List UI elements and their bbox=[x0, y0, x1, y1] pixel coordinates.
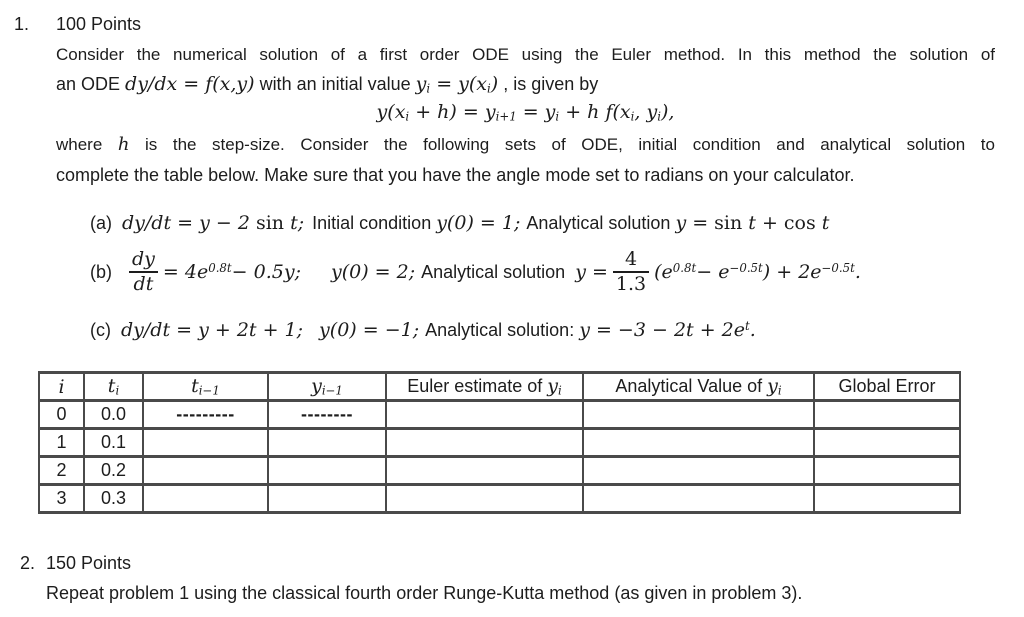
text-segment: y(0) = 1; bbox=[436, 212, 521, 234]
table-cell: 0.2 bbox=[84, 457, 143, 485]
problem1-intro-line1: Consider the numerical solution of a first order ODE using the Euler method. In this method the solution of bbox=[56, 45, 995, 64]
fraction-numerator: 4 bbox=[624, 247, 638, 270]
spacer bbox=[304, 228, 312, 229]
text-segment: ), bbox=[660, 101, 675, 123]
text-segment: dy/dx = f(x,y) bbox=[125, 73, 255, 95]
text-segment: , $y_i$ bbox=[634, 101, 661, 124]
table-row bbox=[39, 401, 960, 429]
placeholder-dashes-cell: -------- bbox=[268, 401, 386, 429]
spacer bbox=[301, 272, 331, 273]
problem1-intro-line3 bbox=[56, 133, 995, 157]
text-segment: Euler estimate of bbox=[407, 376, 548, 397]
text-segment: t bbox=[821, 212, 830, 234]
table-cell bbox=[583, 485, 814, 513]
spacer bbox=[111, 335, 121, 336]
text-segment: , is given by bbox=[498, 74, 599, 94]
text-segment: y(0) = 2; bbox=[330, 261, 416, 283]
text-segment: Analytical solution: bbox=[425, 319, 580, 340]
euler-equation bbox=[56, 100, 995, 129]
text-segment: $t_i$ bbox=[107, 375, 120, 398]
col-header-y-prev bbox=[268, 373, 386, 401]
text-segment: t bbox=[748, 212, 756, 234]
placeholder-dashes-cell: --------- bbox=[143, 401, 268, 429]
problem2-body: Repeat problem 1 using the classical fourth order Runge-Kutta method (as given in problem 3). bbox=[46, 583, 803, 603]
ode-item-b bbox=[90, 243, 861, 301]
fraction-numerator: dy bbox=[132, 247, 155, 270]
text-segment: Analytical Value of bbox=[615, 376, 768, 397]
text-segment: h bbox=[117, 134, 130, 155]
table-row bbox=[39, 457, 960, 485]
text-segment: = $4e^{0.8t}$ bbox=[162, 261, 232, 283]
text-segment: i bbox=[58, 375, 65, 398]
text-segment: where bbox=[56, 135, 118, 154]
text-segment: Global Error bbox=[838, 376, 936, 396]
text-segment: $y_i$ bbox=[415, 73, 431, 96]
text-segment: . bbox=[854, 261, 861, 283]
table-body bbox=[39, 401, 960, 513]
problem1-intro-line2 bbox=[56, 72, 598, 101]
text-segment: − $e^{-0.5t}$ bbox=[696, 261, 763, 283]
text-segment: + h $f(x_i$ bbox=[559, 101, 635, 124]
problem1-intro-line4: complete the table below. Make sure that you have the angle mode set to radians on your calculator. bbox=[56, 165, 855, 185]
text-segment: − 0.5y; bbox=[231, 261, 301, 283]
fraction bbox=[129, 249, 158, 296]
table-cell: 0.0 bbox=[84, 401, 143, 429]
fraction-denominator: dt bbox=[129, 271, 158, 295]
text-segment: + $h) = y_{i+1}$ bbox=[409, 101, 517, 124]
text-segment: = $y(x_i$ bbox=[430, 73, 491, 96]
text-segment: $y_{i-1}$ bbox=[311, 375, 343, 398]
text-segment: $y_i$ bbox=[547, 375, 562, 398]
text-segment: + cos bbox=[755, 212, 822, 234]
spacer bbox=[303, 335, 319, 336]
problem1-number: 1. bbox=[14, 14, 30, 34]
table-cell bbox=[268, 429, 386, 457]
col-header-analytical-value bbox=[583, 373, 814, 401]
table-header-row bbox=[39, 373, 960, 401]
table-cell: 1 bbox=[39, 429, 84, 457]
problem2-number: 2. bbox=[20, 553, 36, 573]
table-cell bbox=[583, 401, 814, 429]
text-segment: y = bbox=[575, 261, 608, 283]
text-segment: with an initial value bbox=[254, 74, 416, 94]
fraction-denominator: 1.3 bbox=[613, 271, 649, 295]
col-header-ti bbox=[84, 373, 143, 401]
text-segment: (a) bbox=[90, 213, 112, 233]
table-cell: 0 bbox=[39, 401, 84, 429]
table-cell bbox=[814, 429, 960, 457]
problem1-points: 100 Points bbox=[56, 14, 142, 34]
text-segment: Analytical solution bbox=[421, 261, 566, 282]
text-segment: ) + $2e^{-0.5t}$ bbox=[762, 261, 855, 283]
table-cell bbox=[386, 457, 583, 485]
col-header-t-prev bbox=[143, 373, 268, 401]
table-cell bbox=[143, 485, 268, 513]
spacer bbox=[565, 272, 575, 273]
table-cell bbox=[268, 485, 386, 513]
spacer bbox=[112, 228, 122, 229]
table-cell: 3 bbox=[39, 485, 84, 513]
table-cell bbox=[268, 457, 386, 485]
col-header-i bbox=[39, 373, 84, 401]
text-segment: dy/dt = y − 2 bbox=[122, 212, 256, 234]
spacer bbox=[112, 272, 124, 273]
table-cell bbox=[143, 457, 268, 485]
table-cell bbox=[386, 485, 583, 513]
text-segment: $y_i$ bbox=[767, 375, 782, 398]
text-segment: (c) bbox=[90, 319, 111, 340]
text-segment: is the step-size. Consider the following sets of ODE, initial condition and analytical solution to bbox=[129, 135, 995, 154]
ode-item-c bbox=[90, 313, 756, 343]
text-segment: Initial condition bbox=[312, 213, 437, 233]
text-segment: an ODE bbox=[56, 74, 126, 94]
table-cell bbox=[583, 429, 814, 457]
text-segment: ($e^{0.8t}$ bbox=[654, 261, 697, 283]
text-segment: = $y_i$ bbox=[516, 101, 560, 124]
col-header-euler-estimate bbox=[386, 373, 583, 401]
text-segment: y = bbox=[675, 212, 715, 234]
text-segment: $y = -3 - 2t + 2e^t$ bbox=[579, 318, 750, 341]
table-row bbox=[39, 485, 960, 513]
table-cell bbox=[814, 485, 960, 513]
table-row bbox=[39, 429, 960, 457]
fraction bbox=[613, 249, 649, 296]
text-segment: Analytical solution bbox=[526, 213, 676, 233]
problem2-points: 150 Points bbox=[46, 553, 132, 573]
text-segment: t; bbox=[290, 212, 305, 234]
text-segment: $t_{i-1}$ bbox=[191, 375, 220, 398]
text-segment: $y(x_i$ bbox=[376, 101, 410, 124]
table-cell bbox=[814, 457, 960, 485]
table-cell: 0.1 bbox=[84, 429, 143, 457]
table-cell bbox=[386, 429, 583, 457]
ode-item-a bbox=[90, 210, 829, 236]
ode-table bbox=[38, 371, 961, 514]
table-cell bbox=[583, 457, 814, 485]
text-segment: sin bbox=[255, 212, 291, 234]
text-segment: dy/dt = y + 2t + 1; bbox=[121, 318, 304, 341]
col-header-global-error bbox=[814, 373, 960, 401]
text-segment: ) bbox=[490, 73, 499, 95]
table-cell: 2 bbox=[39, 457, 84, 485]
table-cell: 0.3 bbox=[84, 485, 143, 513]
text-segment: sin bbox=[714, 212, 749, 234]
text-segment: (b) bbox=[90, 261, 112, 282]
text-segment: . bbox=[749, 318, 756, 341]
text-segment: y(0) = −1; bbox=[319, 318, 420, 341]
table-cell bbox=[386, 401, 583, 429]
table-cell bbox=[143, 429, 268, 457]
table-cell bbox=[814, 401, 960, 429]
